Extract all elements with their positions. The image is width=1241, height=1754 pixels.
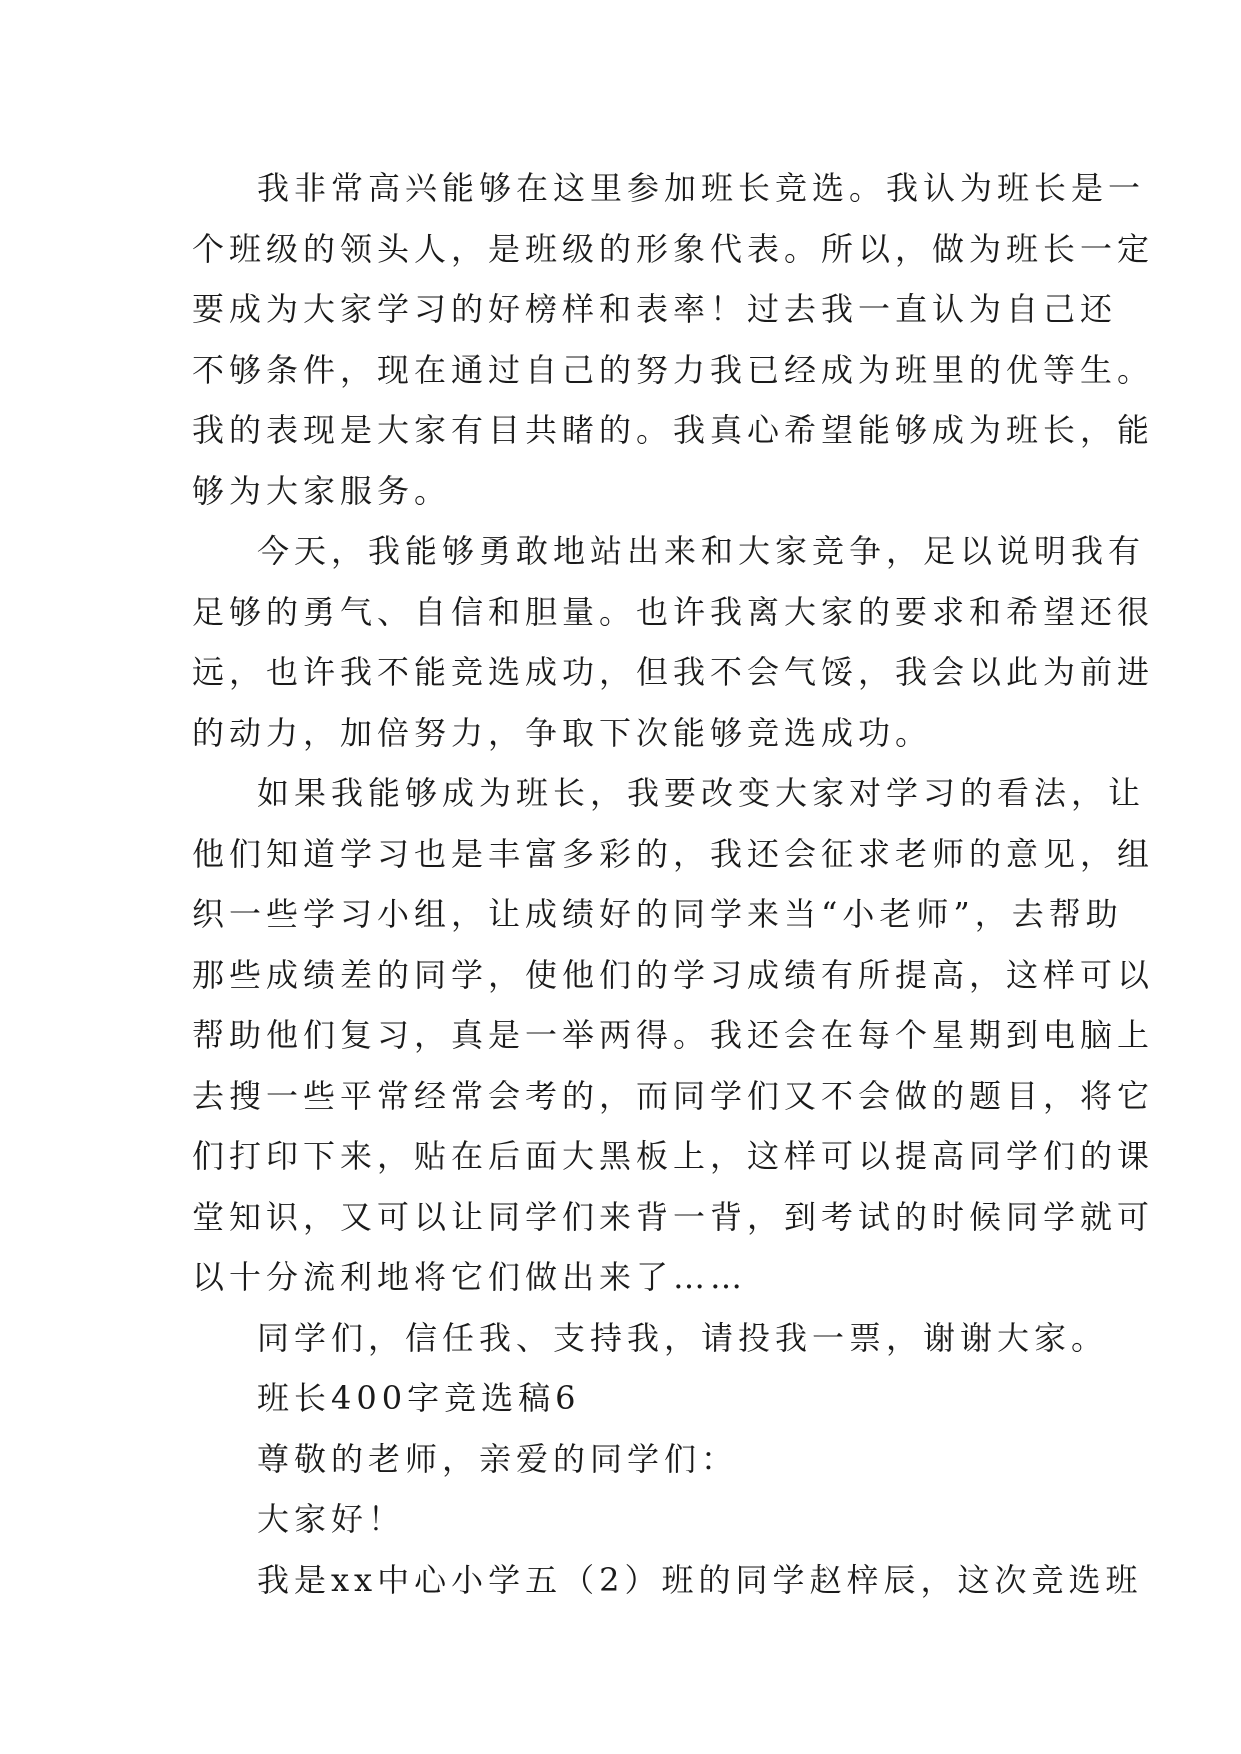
paragraph-3-line-7: 们打印下来，贴在后面大黑板上，这样可以提高同学们的课: [192, 1137, 1155, 1175]
paragraph-3-line-8: 堂知识，又可以让同学们来背一背，到考试的时候同学就可: [192, 1197, 1155, 1236]
paragraph-3-line-6: 去搜一些平常经常会考的，而同学们又不会做的题目，将它: [192, 1076, 1155, 1115]
paragraph-2-line-2: 足够的勇气、自信和胆量。也许我离大家的要求和希望还很: [192, 592, 1155, 631]
paragraph-1-line-4: 不够条件，现在通过自己的努力我已经成为班里的优等生。: [192, 350, 1155, 389]
paragraph-3-line-5: 帮助他们复习，真是一举两得。我还会在每个星期到电脑上: [192, 1016, 1155, 1054]
document-body: [192, 158, 1155, 1610]
paragraph-2-line-3: 远，也许我不能竞选成功，但我不会气馁，我会以此为前进: [192, 653, 1155, 691]
salutation: 尊敬的老师，亲爱的同学们：: [257, 1439, 739, 1478]
paragraph-1-line-5: 我的表现是大家有目共睹的。我真心希望能够成为班长，能: [192, 411, 1155, 449]
paragraph-3-line-3: 织一些学习小组，让成绩好的同学来当“小老师”，去帮助: [192, 895, 1123, 933]
paragraph-1-line-1: 我非常高兴能够在这里参加班长竞选。我认为班长是一: [257, 169, 1146, 207]
paragraph-3-line-9: 以十分流利地将它们做出来了……: [192, 1258, 748, 1296]
paragraph-3-line-1: 如果我能够成为班长，我要改变大家对学习的看法，让: [257, 774, 1146, 812]
closing-line: 同学们，信任我、支持我，请投我一票，谢谢大家。: [257, 1318, 1109, 1357]
paragraph-2-line-4: 的动力，加倍努力，争取下次能够竞选成功。: [192, 713, 933, 752]
paragraph-1-line-2: 个班级的领头人，是班级的形象代表。所以，做为班长一定: [192, 229, 1155, 268]
last-line: 我是xx中心小学五（2）班的同学赵梓辰，这次竞选班: [257, 1560, 1143, 1599]
paragraph-1-line-3: 要成为大家学习的好榜样和表率！过去我一直认为自己还: [192, 290, 1118, 328]
greeting: 大家好！: [257, 1500, 406, 1538]
paragraph-2-line-1: 今天，我能够勇敢地站出来和大家竞争，足以说明我有: [257, 532, 1146, 570]
paragraph-3-line-4: 那些成绩差的同学，使他们的学习成绩有所提高，这样可以: [192, 955, 1155, 994]
paragraph-3-line-2: 他们知道学习也是丰富多彩的，我还会征求老师的意见，组: [192, 834, 1155, 873]
section-title: 班长400字竞选稿6: [257, 1379, 581, 1417]
paragraph-1-line-6: 够为大家服务。: [192, 471, 452, 510]
